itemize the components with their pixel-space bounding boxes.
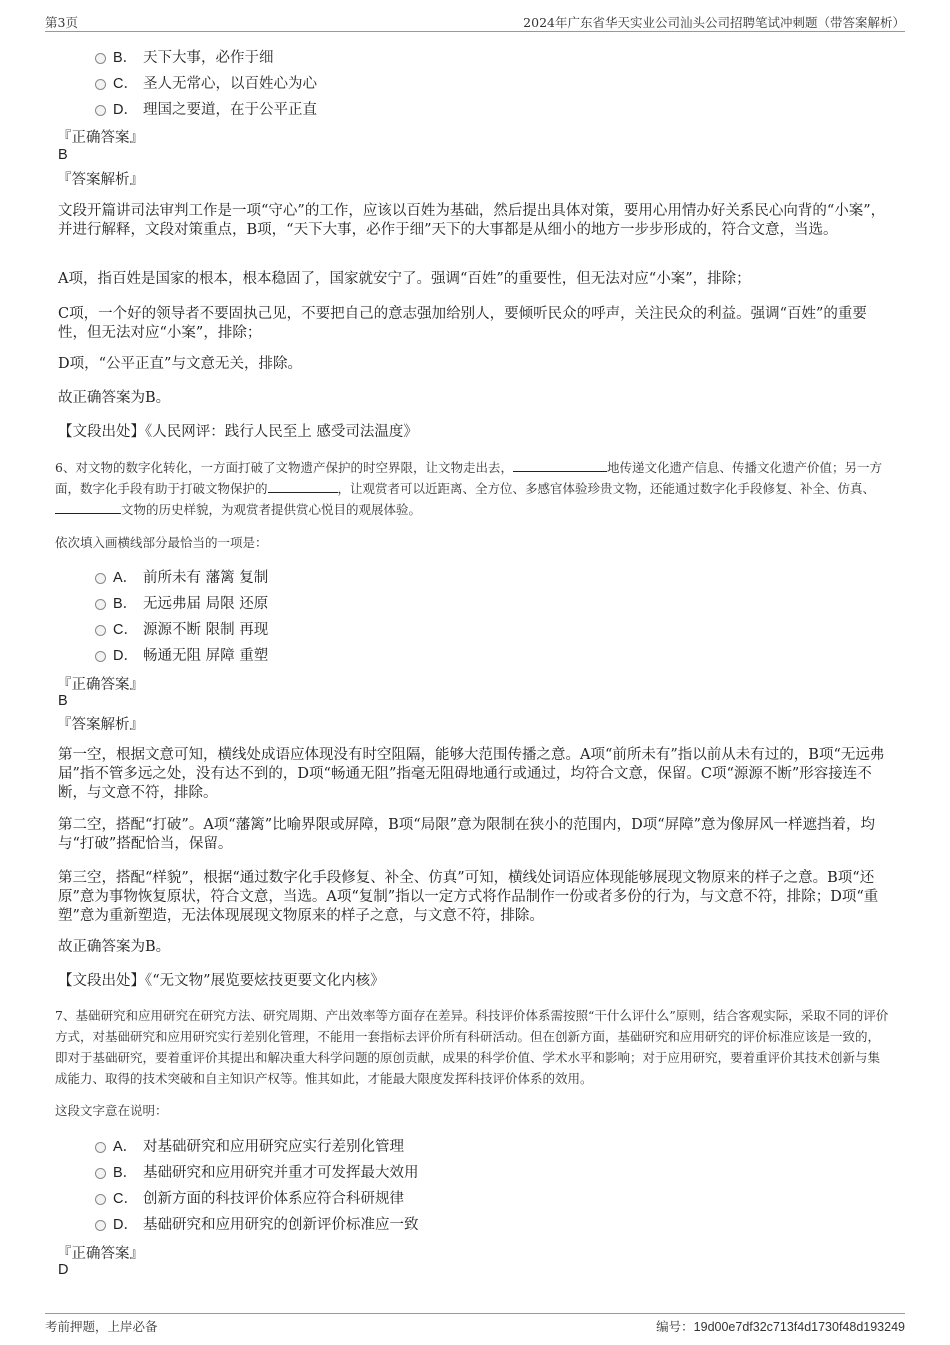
radio-icon[interactable] bbox=[95, 1168, 106, 1179]
analysis-paragraph: 第三空，搭配“样貌”，根据“通过数字化手段修复、补全、仿真”可知，横线处词语应体现能够展现文物原来的样子之意。B项“还原”意为事物恢复原状，符合文意，当选。A项“复制”指以一定方式将作品制作一份或者多份的行为，与文意不符，排除；D项“重塑”意为重新塑造，无法体现展现文物原来的样子之意，与文意不符，排除。 bbox=[58, 870, 879, 924]
radio-icon[interactable] bbox=[95, 1194, 106, 1205]
question-stem: 7、基础研究和应用研究在研究方法、研究周期、产出效率等方面存在差异。科技评价体系需按照“干什么评什么”原则，结合客观实际，采取不同的评价方式，对基础研究和应用研究实行差别化管理，不能用一套指标去评价所有科研活动。但在创新方面，基础研究和应用研究的评价标准应该是一致的，即对于基础研究，要着重评价其提出和解决重大科学问题的原创贡献，成果的科学价值、学术水平和影响；对于应用研究，要着重评价其技术创新与集成能力、取得的技术突破和自主知识产权等。惟其如此，才能最大限度发挥科技评价体系的效用。 bbox=[55, 1008, 889, 1086]
answer-value: B bbox=[58, 147, 68, 163]
analysis-paragraph: 故正确答案为B。 bbox=[58, 390, 171, 406]
radio-icon[interactable] bbox=[95, 599, 106, 610]
radio-icon[interactable] bbox=[95, 625, 106, 636]
option-radio[interactable]: D． 畅通无阻 屏障 重塑 bbox=[95, 644, 268, 666]
option-radio[interactable]: C． 创新方面的科技评价体系应符合科研规律 bbox=[95, 1187, 404, 1209]
page-header bbox=[45, 11, 905, 32]
analysis-label: 『答案解析』 bbox=[57, 172, 144, 188]
analysis-paragraph: A项，指百姓是国家的根本，根本稳固了，国家就安宁了。强调“百姓”的重要性，但无法对应“小案”，排除； bbox=[58, 271, 751, 287]
fill-blank bbox=[513, 459, 607, 472]
source-note: 【文段出处】《“无文物”展览要炫技更要文化内核》 bbox=[58, 973, 385, 989]
footer-slogan: 考前押题，上岸必备 bbox=[45, 1319, 158, 1334]
answer-label: 『正确答案』 bbox=[57, 1246, 144, 1262]
analysis-paragraph: D项，“公平正直”与文意无关，排除。 bbox=[58, 356, 302, 372]
fill-blank bbox=[55, 501, 121, 514]
radio-icon[interactable] bbox=[95, 79, 106, 90]
analysis-paragraph: 文段开篇讲司法审判工作是一项“守心”的工作，应该以百姓为基础，然后提出具体对策，要用心用情办好关系民心向背的“小案”，并进行解释，文段对策重点，B项，“天下大事，必作于细”天下的大事都是从细小的地方一步步形成的，符合文意，当选。 bbox=[58, 203, 886, 238]
document-title: 2024年广东省华天实业公司汕头公司招聘笔试冲刺题（带答案解析） bbox=[523, 15, 905, 30]
radio-icon[interactable] bbox=[95, 53, 106, 64]
fill-blank bbox=[268, 480, 338, 493]
option-radio[interactable]: A． 对基础研究和应用研究应实行差别化管理 bbox=[95, 1135, 404, 1157]
option-radio[interactable]: D． 理国之要道，在于公平正直 bbox=[95, 98, 317, 120]
radio-icon[interactable] bbox=[95, 105, 106, 116]
answer-label: 『正确答案』 bbox=[57, 130, 144, 146]
analysis-paragraph: 第一空，根据文意可知，横线处成语应体现没有时空阻隔，能够大范围传播之意。A项“前所未有”指以前从未有过的，B项“无远弗届”指不管多远之处，没有达不到的，D项“畅通无阻”指毫无阻碍地通行或通过，均符合文意，保留。C项“源源不断”形容接连不断，与文意不符，排除。 bbox=[58, 747, 885, 801]
option-radio[interactable]: B． 无远弗届 局限 还原 bbox=[95, 592, 268, 614]
footer-code: 编号：19d00e7df32c713f4d1730f48d193249 bbox=[656, 1319, 905, 1334]
option-radio[interactable]: B． 天下大事，必作于细 bbox=[95, 46, 274, 68]
analysis-label: 『答案解析』 bbox=[57, 717, 144, 733]
option-radio[interactable]: A． 前所未有 藩篱 复制 bbox=[95, 566, 268, 588]
analysis-paragraph: 故正确答案为B。 bbox=[58, 939, 171, 955]
source-note: 【文段出处】《人民网评：践行人民至上 感受司法温度》 bbox=[58, 424, 418, 440]
option-radio[interactable]: B． 基础研究和应用研究并重才可发挥最大效用 bbox=[95, 1161, 419, 1183]
option-radio[interactable]: C． 源源不断 限制 再现 bbox=[95, 618, 268, 640]
question-stem: 6、对文物的数字化转化，一方面打破了文物遗产保护的时空界限，让文物走出去， 地传递文化遗产信息、传播文化遗产价值；另一方面，数字化手段有助于打破文物保护的 ，让观赏者可以近距离、全方位、多感官体验珍贵文物，还能通过数字化手段修复、补全、仿真、文物的历史样貌，为观赏者提供赏心悦目的观展体验。 bbox=[55, 460, 882, 517]
radio-icon[interactable] bbox=[95, 1220, 106, 1231]
radio-icon[interactable] bbox=[95, 573, 106, 584]
option-radio[interactable]: D． 基础研究和应用研究的创新评价标准应一致 bbox=[95, 1213, 419, 1235]
analysis-paragraph: 第二空，搭配“打破”。A项“藩篱”比喻界限或屏障，B项“局限”意为限制在狭小的范围内，D项“屏障”意为像屏风一样遮挡着，均与“打破”搭配恰当，保留。 bbox=[58, 817, 876, 852]
answer-value: D bbox=[58, 1262, 69, 1278]
page-footer bbox=[45, 1313, 905, 1340]
radio-icon[interactable] bbox=[95, 651, 106, 662]
answer-value: B bbox=[58, 693, 68, 709]
radio-icon[interactable] bbox=[95, 1142, 106, 1153]
option-radio[interactable]: C． 圣人无常心，以百姓心为心 bbox=[95, 72, 317, 94]
answer-label: 『正确答案』 bbox=[57, 677, 144, 693]
question-prompt: 依次填入画横线部分最恰当的一项是： bbox=[55, 535, 268, 550]
question-prompt: 这段文字意在说明： bbox=[55, 1103, 168, 1118]
page-number: 第3页 bbox=[45, 15, 78, 30]
analysis-paragraph: C项，一个好的领导者不要固执己见，不要把自己的意志强加给别人，要倾听民众的呼声，关注民众的利益。强调“百姓”的重要性，但无法对应“小案”，排除； bbox=[58, 306, 867, 341]
